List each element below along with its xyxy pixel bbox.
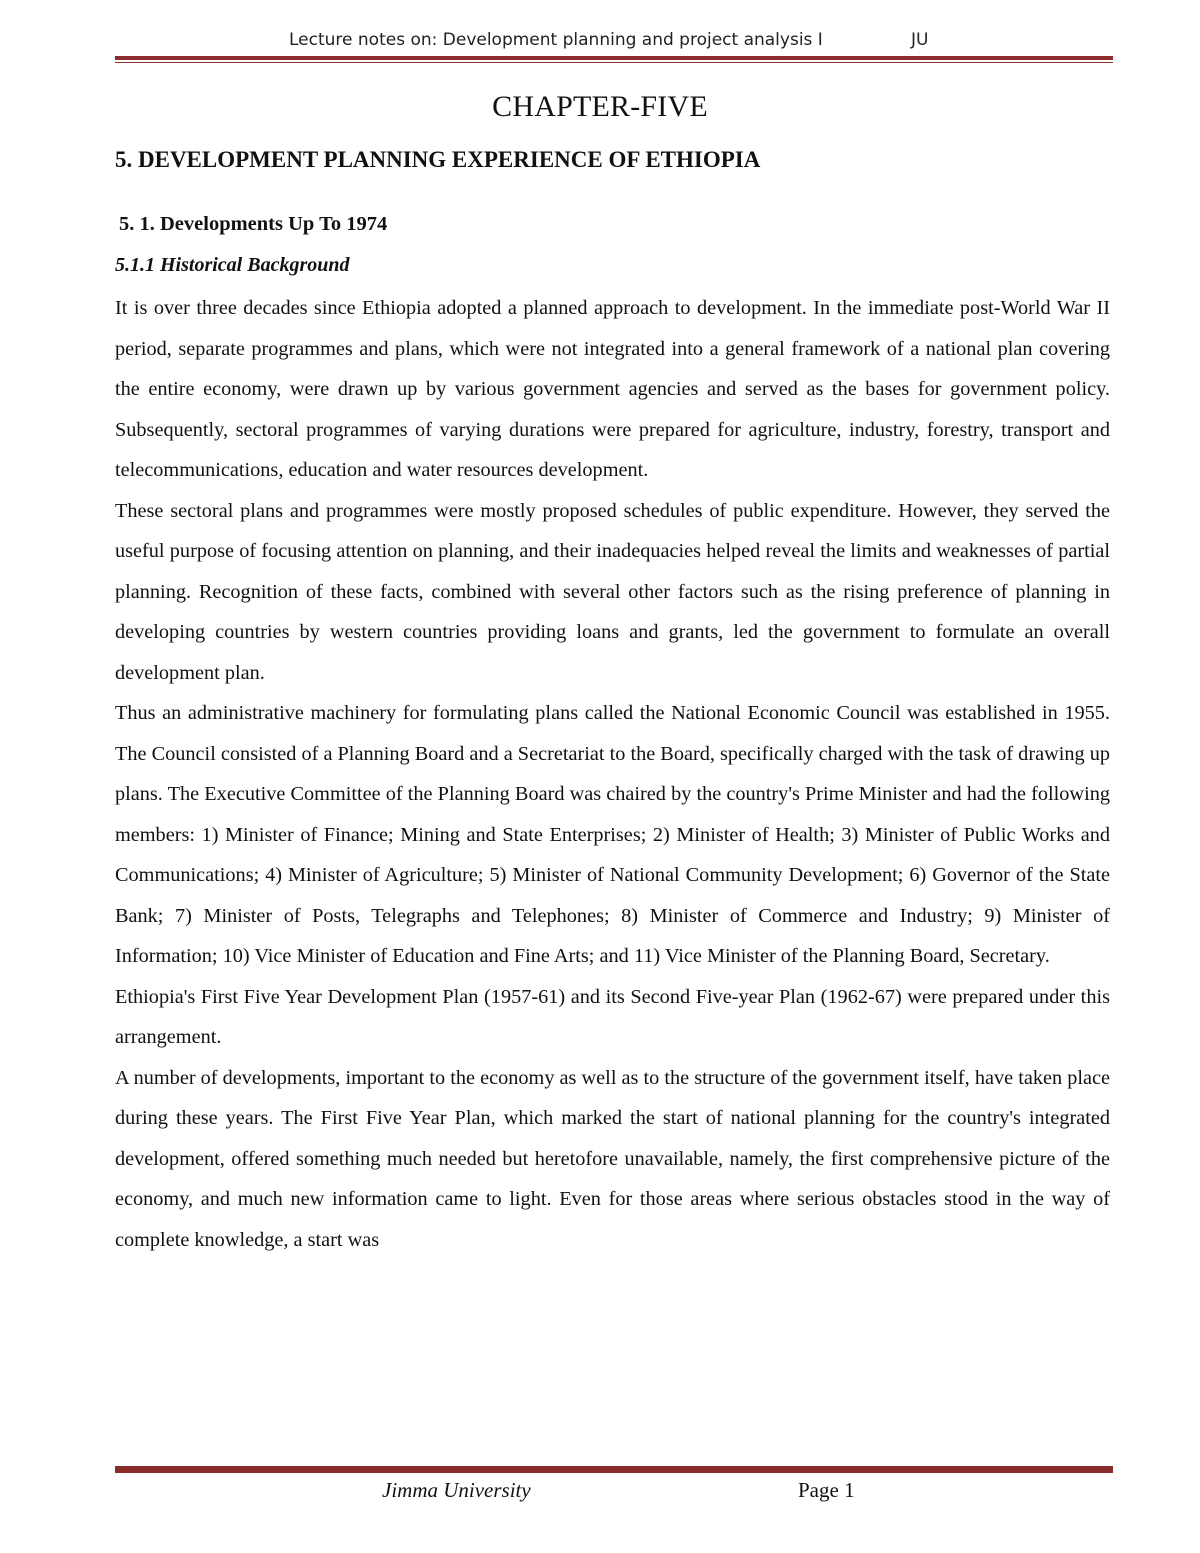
- paragraph: A number of developments, important to the economy as well as to the structure of the government itself, have taken place during these years. The First Five Year Plan, which marked the start of national planning for the country's integrated development, offered something much needed but heretofore unavailable, namely, the first comprehensive picture of the economy, and much new information came to light. Even for those areas where serious obstacles stood in the way of complete knowledge, a start was: [115, 1066, 1110, 1251]
- chapter-title: CHAPTER-FIVE: [492, 90, 708, 123]
- header-divider: [115, 56, 1113, 63]
- page-number: Page 1: [798, 1478, 855, 1502]
- subsubsection-heading: 5.1.1 Historical Background: [115, 254, 350, 276]
- paragraph: These sectoral plans and programmes were mostly proposed schedules of public expenditure. However, they served the useful purpose of focusing attention on planning, and their inadequacies helped reveal the limits and weaknesses of partial planning. Recognition of these facts, combined with several other factors such as the rising preference of planning in developing countries by western countries providing loans and grants, led the government to formulate an overall development plan.: [115, 499, 1110, 684]
- body-text: [115, 288, 1110, 1260]
- footer-divider: [115, 1466, 1113, 1473]
- running-header: [0, 30, 1200, 56]
- subsection-heading: 5. 1. Developments Up To 1974: [119, 213, 388, 235]
- paragraph: It is over three decades since Ethiopia adopted a planned approach to development. In the immediate post-World War II period, separate programmes and plans, which were not integrated into a general framework of a national plan covering the entire economy, were drawn up by various government agencies and served as the bases for government policy. Subsequently, sectoral programmes of varying durations were prepared for agriculture, industry, forestry, transport and telecommunications, education and water resources development.: [115, 297, 1110, 481]
- header-code: JU: [911, 30, 929, 50]
- paragraph: Ethiopia's First Five Year Development Plan (1957-61) and its Second Five-year Plan (1962-67) were prepared under this arrangement.: [115, 985, 1110, 1048]
- header-title: Lecture notes on: Development planning and project analysis I: [289, 30, 823, 50]
- section-heading: 5. DEVELOPMENT PLANNING EXPERIENCE OF ETHIOPIA: [115, 147, 761, 172]
- paragraph: Thus an administrative machinery for formulating plans called the National Economic Council was established in 1955. The Council consisted of a Planning Board and a Secretariat to the Board, specifically charged with the task of drawing up plans. The Executive Committee of the Planning Board was chaired by the country's Prime Minister and had the following members: 1) Minister of Finance; Mining and State Enterprises; 2) Minister of Health; 3) Minister of Public Works and Communications; 4) Minister of Agriculture; 5) Minister of National Community Development; 6) Governor of the State Bank; 7) Minister of Posts, Telegraphs and Telephones; 8) Minister of Commerce and Industry; 9) Minister of Information; 10) Vice Minister of Education and Fine Arts; and 11) Vice Minister of the Planning Board, Secretary.: [115, 702, 1110, 967]
- footer-institution: Jimma University: [382, 1478, 531, 1502]
